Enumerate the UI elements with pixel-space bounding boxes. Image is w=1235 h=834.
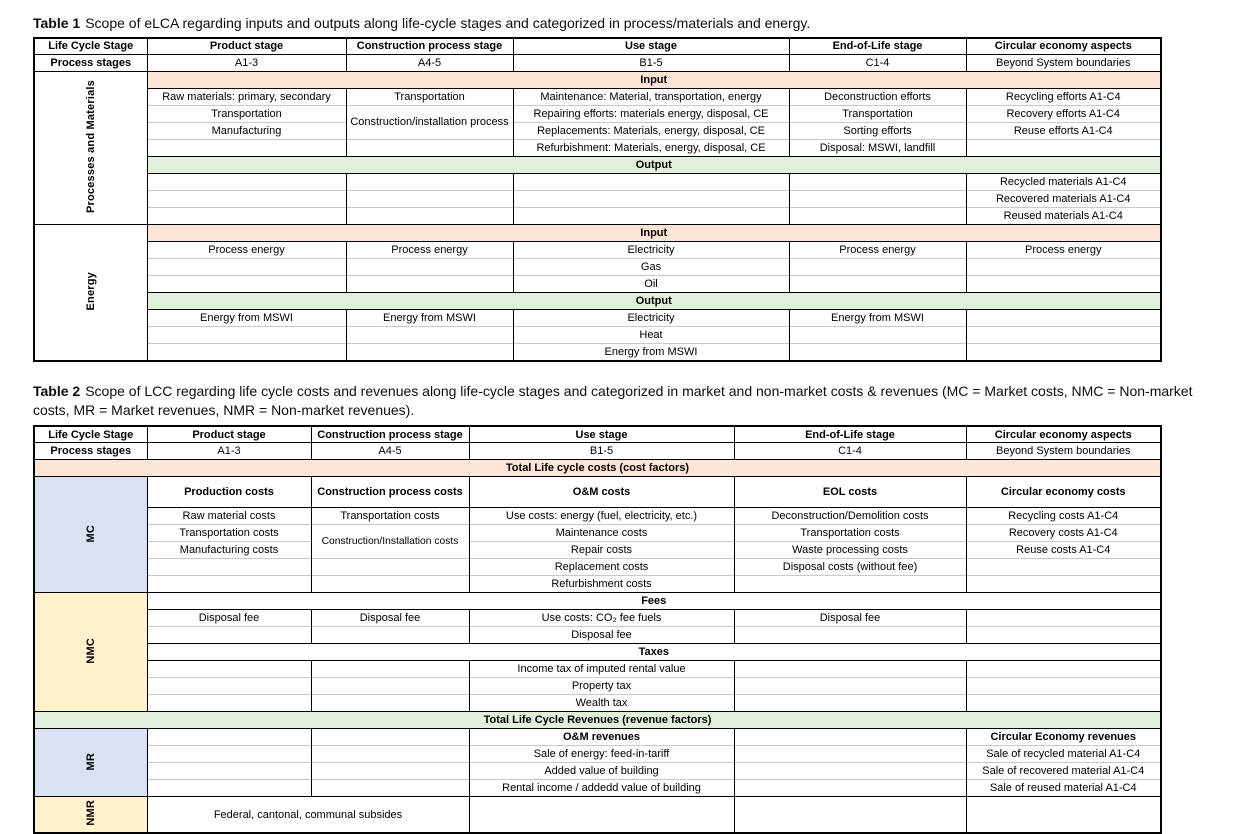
band-row (34, 712, 1161, 729)
cell: Transportation costs (734, 525, 966, 542)
cell (966, 140, 1161, 157)
cell: Beyond System boundaries (966, 55, 1161, 72)
cell: Recycling efforts A1-C4 (966, 89, 1161, 106)
cell (346, 174, 513, 191)
cell: Recovered materials A1-C4 (966, 191, 1161, 208)
cell (147, 695, 311, 712)
column-header-cell: EOL costs (734, 477, 966, 508)
vertical-label: NMR (84, 800, 97, 826)
cell (147, 678, 311, 695)
table-row (34, 89, 1161, 106)
cell: C1-4 (734, 443, 966, 460)
cell: Sale of reused material A1-C4 (966, 780, 1161, 797)
cell: Maintenance: Material, transportation, energy (513, 89, 789, 106)
cell (734, 780, 966, 797)
band-row (34, 225, 1161, 242)
cell (789, 174, 966, 191)
cell (966, 610, 1161, 627)
cell: Reuse efforts A1-C4 (966, 123, 1161, 140)
cell: Transportation (789, 106, 966, 123)
cell (789, 276, 966, 293)
cell: Raw material costs (147, 508, 311, 525)
cell: Sale of energy: feed-in-tariff (469, 746, 734, 763)
cell (311, 729, 469, 746)
table-row (34, 525, 1161, 542)
cell (734, 661, 966, 678)
cell: Added value of building (469, 763, 734, 780)
total-costs-band: Total Life cycle costs (cost factors) (34, 460, 1161, 477)
cell (346, 208, 513, 225)
cell (734, 678, 966, 695)
column-header-cell: O&M costs (469, 477, 734, 508)
cell (147, 729, 311, 746)
cell (789, 208, 966, 225)
cell: B1-5 (513, 55, 789, 72)
cell (966, 661, 1161, 678)
stage-header-cell: Product stage (147, 426, 311, 443)
cell (147, 746, 311, 763)
table1-caption (33, 14, 1203, 34)
section-label-processes-materials (34, 72, 147, 225)
cell: Electricity (513, 310, 789, 327)
column-header-cell: Construction process costs (311, 477, 469, 508)
band-row (34, 593, 1161, 610)
cell: Construction/Installation costs (311, 525, 469, 559)
subsidy-cell: Federal, cantonal, communal subsides (147, 797, 469, 833)
cell (789, 191, 966, 208)
cell: Heat (513, 327, 789, 344)
cell: Sale of recycled material A1-C4 (966, 746, 1161, 763)
fees-band: Fees (147, 593, 1161, 610)
table-row (34, 191, 1161, 208)
cell (147, 627, 311, 644)
cell: Waste processing costs (734, 542, 966, 559)
band-row (34, 157, 1161, 174)
cell: A4-5 (311, 443, 469, 460)
cell (734, 729, 966, 746)
cell: Oil (513, 276, 789, 293)
cell (734, 627, 966, 644)
cell (346, 191, 513, 208)
cell: Energy from MSWI (147, 310, 346, 327)
vertical-label: NMC (84, 637, 97, 664)
cell (147, 661, 311, 678)
table-row (34, 276, 1161, 293)
cell: Deconstruction/Demolition costs (734, 508, 966, 525)
cell (311, 746, 469, 763)
cell (734, 763, 966, 780)
section-label-mc (34, 477, 147, 593)
cell: Manufacturing costs (147, 542, 311, 559)
cell (147, 327, 346, 344)
cell (311, 780, 469, 797)
input-band: Input (147, 225, 1161, 242)
table-row (34, 780, 1161, 797)
stage-header-cell: Circular economy aspects (966, 38, 1161, 55)
cell (966, 678, 1161, 695)
table-row (34, 797, 1161, 833)
cell: Sorting efforts (789, 123, 966, 140)
cell (346, 327, 513, 344)
table-row (34, 208, 1161, 225)
cell (966, 310, 1161, 327)
input-band: Input (147, 72, 1161, 89)
cell (966, 327, 1161, 344)
cell: Repairing efforts: materials energy, disposal, CE (513, 106, 789, 123)
cell: B1-5 (469, 443, 734, 460)
cell: Recovery costs A1-C4 (966, 525, 1161, 542)
table-row (34, 729, 1161, 746)
cell (311, 695, 469, 712)
cell (734, 695, 966, 712)
cell: Maintenance costs (469, 525, 734, 542)
table-row (34, 508, 1161, 525)
cell (734, 797, 966, 833)
table-row (34, 477, 1161, 508)
cell (147, 259, 346, 276)
cell (966, 344, 1161, 361)
cell: Disposal: MSWI, landfill (789, 140, 966, 157)
cell (346, 140, 513, 157)
cell (789, 259, 966, 276)
cell: Transportation (346, 89, 513, 106)
output-band: Output (147, 293, 1161, 310)
section-label-nmr (34, 797, 147, 833)
cell: Recovery efforts A1-C4 (966, 106, 1161, 123)
cell (147, 174, 346, 191)
cell: Use costs: energy (fuel, electricity, etc.) (469, 508, 734, 525)
stage-header-cell: Life Cycle Stage (34, 38, 147, 55)
cell (513, 191, 789, 208)
cell (147, 344, 346, 361)
table-row (34, 763, 1161, 780)
table-row (34, 106, 1161, 123)
cell (311, 576, 469, 593)
cell: Disposal costs (without fee) (734, 559, 966, 576)
cell (311, 559, 469, 576)
band-row (34, 644, 1161, 661)
cell: Electricity (513, 242, 789, 259)
cell: Process energy (147, 242, 346, 259)
cell: Repair costs (469, 542, 734, 559)
cell: Transportation costs (147, 525, 311, 542)
cell (789, 327, 966, 344)
stage-header-cell: Circular economy aspects (966, 426, 1161, 443)
section-label-nmc (34, 593, 147, 712)
table-row (34, 242, 1161, 259)
table-row (34, 259, 1161, 276)
table-row (34, 627, 1161, 644)
cell: Property tax (469, 678, 734, 695)
vertical-label: MR (84, 752, 97, 771)
cell: Process energy (346, 242, 513, 259)
table-row (34, 678, 1161, 695)
cell: Replacements: Materials, energy, disposal, CE (513, 123, 789, 140)
cell: Gas (513, 259, 789, 276)
table2-lcc-scope (33, 425, 1162, 834)
cell: Construction/installation process (346, 106, 513, 140)
cell: Reuse costs A1-C4 (966, 542, 1161, 559)
cell: Reused materials A1-C4 (966, 208, 1161, 225)
section-label-mr (34, 729, 147, 797)
cell: Process energy (966, 242, 1161, 259)
table-row (34, 610, 1161, 627)
band-row (34, 460, 1161, 477)
cell: Disposal fee (147, 610, 311, 627)
cell (346, 344, 513, 361)
stage-header-cell: End-of-Life stage (734, 426, 966, 443)
cell: Replacement costs (469, 559, 734, 576)
cell: Raw materials: primary, secondary (147, 89, 346, 106)
table-row (34, 426, 1161, 443)
cell: Transportation costs (311, 508, 469, 525)
process-stages-cell: Process stages (34, 443, 147, 460)
table1-caption-text: Scope of eLCA regarding inputs and outputs along life-cycle stages and categorized in process/materials and energy. (85, 15, 811, 31)
cell: Disposal fee (311, 610, 469, 627)
stage-header-cell: End-of-Life stage (789, 38, 966, 55)
cell (311, 763, 469, 780)
cell (147, 780, 311, 797)
cell: Recycling costs A1-C4 (966, 508, 1161, 525)
table-row (34, 123, 1161, 140)
vertical-label: MC (84, 524, 97, 543)
cell: Deconstruction efforts (789, 89, 966, 106)
cell (147, 763, 311, 780)
cell: Disposal fee (469, 627, 734, 644)
table-row (34, 38, 1161, 55)
total-revenues-band: Total Life Cycle Revenues (revenue factors) (34, 712, 1161, 729)
table2-caption (33, 382, 1203, 421)
table-row (34, 344, 1161, 361)
table-row (34, 55, 1161, 72)
table-row (34, 327, 1161, 344)
cell (789, 344, 966, 361)
process-stages-cell: Process stages (34, 55, 147, 72)
table-row (34, 542, 1161, 559)
stage-header-cell: Life Cycle Stage (34, 426, 147, 443)
section-label-energy (34, 225, 147, 361)
stage-header-cell: Construction process stage (311, 426, 469, 443)
cell: Energy from MSWI (513, 344, 789, 361)
table-row (34, 310, 1161, 327)
cell: Use costs: CO₂ fee fuels (469, 610, 734, 627)
taxes-band: Taxes (147, 644, 1161, 661)
cell: Wealth tax (469, 695, 734, 712)
table-row (34, 576, 1161, 593)
column-header-cell: Production costs (147, 477, 311, 508)
band-row (34, 72, 1161, 89)
cell (311, 627, 469, 644)
cell: Process energy (789, 242, 966, 259)
stage-header-cell: Use stage (469, 426, 734, 443)
cell: Recycled materials A1-C4 (966, 174, 1161, 191)
cell: Rental income / addedd value of building (469, 780, 734, 797)
band-row (34, 293, 1161, 310)
cell (147, 208, 346, 225)
cell (513, 174, 789, 191)
column-header-cell: Circular Economy revenues (966, 729, 1161, 746)
cell (513, 208, 789, 225)
cell (966, 559, 1161, 576)
cell: A1-3 (147, 55, 346, 72)
cell: Refurbishment costs (469, 576, 734, 593)
cell: A4-5 (346, 55, 513, 72)
table-row (34, 559, 1161, 576)
cell: Transportation (147, 106, 346, 123)
stage-header-cell: Construction process stage (346, 38, 513, 55)
cell (966, 576, 1161, 593)
table2-caption-text: Scope of LCC regarding life cycle costs and revenues along life-cycle stages and categorized in market and non-market costs & revenues (MC = Market costs, NMC = Non-market costs, MR = Market revenues, NMR = Non-market revenues). (33, 382, 1193, 419)
cell (346, 276, 513, 293)
cell: Beyond System boundaries (966, 443, 1161, 460)
cell (311, 678, 469, 695)
cell (966, 627, 1161, 644)
cell: A1-3 (147, 443, 311, 460)
cell (966, 276, 1161, 293)
cell (147, 559, 311, 576)
table-row (34, 695, 1161, 712)
output-band: Output (147, 157, 1161, 174)
table1-caption-label: Table 1 (33, 15, 81, 31)
vertical-label: Processes and Materials (84, 80, 97, 214)
cell: Income tax of imputed rental value (469, 661, 734, 678)
cell: Refurbishment: Materials, energy, disposal, CE (513, 140, 789, 157)
cell: Energy from MSWI (346, 310, 513, 327)
table-row (34, 746, 1161, 763)
cell (147, 140, 346, 157)
cell (734, 576, 966, 593)
table-row (34, 140, 1161, 157)
cell (469, 797, 734, 833)
cell (734, 746, 966, 763)
stage-header-cell: Product stage (147, 38, 346, 55)
cell (147, 191, 346, 208)
cell (966, 695, 1161, 712)
table-row (34, 174, 1161, 191)
table1-elca-scope (33, 37, 1162, 362)
cell (966, 259, 1161, 276)
table-row (34, 443, 1161, 460)
cell: Manufacturing (147, 123, 346, 140)
cell (311, 661, 469, 678)
column-header-cell: Circular economy costs (966, 477, 1161, 508)
cell: C1-4 (789, 55, 966, 72)
cell: Disposal fee (734, 610, 966, 627)
cell: Energy from MSWI (789, 310, 966, 327)
cell: Sale of recovered material A1-C4 (966, 763, 1161, 780)
stage-header-cell: Use stage (513, 38, 789, 55)
cell (966, 797, 1161, 833)
table2-caption-label: Table 2 (33, 382, 81, 399)
vertical-label: Energy (84, 271, 97, 311)
cell (147, 276, 346, 293)
cell (147, 576, 311, 593)
table-row (34, 661, 1161, 678)
cell (346, 259, 513, 276)
column-header-cell: O&M revenues (469, 729, 734, 746)
